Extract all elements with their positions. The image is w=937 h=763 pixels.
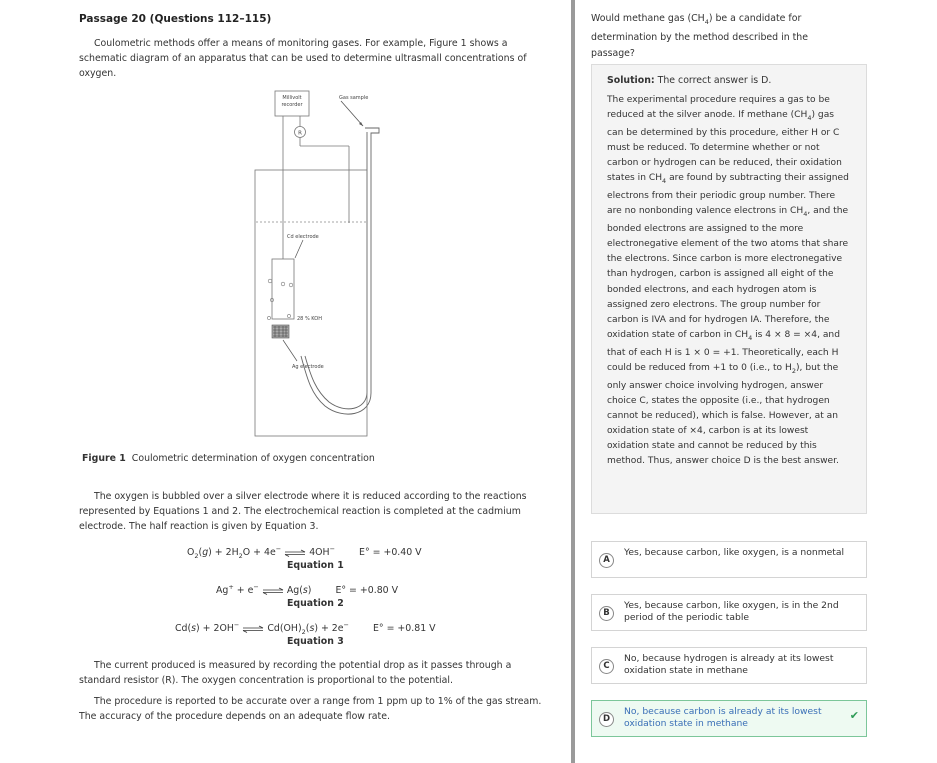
recorder-label-2: recorder — [281, 102, 303, 108]
equation-3: Cd(s) + 2OH− $Cd(OH)_2(s) + 2e^-$ E° = +0.81 V — [175, 621, 436, 636]
gas-sample-label: Gas sample — [339, 95, 369, 101]
cd-electrode-label: Cd electrode — [287, 234, 319, 240]
recorder-label-1: Millivolt — [282, 95, 302, 101]
check-icon: ✔ — [849, 709, 859, 722]
answer-option-b[interactable] — [591, 594, 867, 631]
passage-paragraph-3: The current produced is measured by recording the potential drop as it passes through a standard resistor (R). The oxygen concentration is proportional to the potential. — [79, 660, 512, 687]
answer-text: Yes, because carbon, like oxygen, is in the 2nd period of the periodic table — [624, 600, 839, 623]
answer-text: No, because carbon is already at its lowest oxidation state in methane — [624, 706, 822, 729]
resistor-label: R — [298, 130, 302, 137]
passage-paragraph-2: The oxygen is bubbled over a silver electrode where it is reduced according to the reactions represented by Equations 1 and 2. The electrochemical reaction is completed at the cadmium electrode. The half reaction is given by Equation 3. — [79, 491, 527, 533]
equation-3-label: Equation 3 — [287, 636, 344, 647]
solution-body: The experimental procedure requires a gas to be reduced at the silver anode. If methane $(CH_4)$ gas can be determined by this procedure, either H or C must be reduced. To determine whether or not carbon or hydrogen can be reduced, their oxidation states in $CH_4$ are found by subtracting their assigned electrons from their periodic group number. There are no nonbonding valence electrons in $CH_4$, and the bonded electrons are assigned to the more electronegative element of the two atoms that share the electrons. Since carbon is more electronegative than hydrogen, carbon is assigned all eight of the bonded electrons, and each hydrogen atom is assigned zero electrons. The group number for carbon is IVA and for hydrogen IA. Therefore, the oxidation state of carbon in $CH_4$ is 4 × 8 = ×4, and that of each H is 1 × 0 = +1. Theoretically, each H could be reduced from +1 to 0 (i.e., to $H_2$), but the only answer choice involving hydrogen, answer choice C, states the opposite (i.e., that hydrogen cannot be reduced), which is false. However, at an oxidation state of ×4, carbon is at its lowest oxidation state and cannot be reduced by this method. Thus, answer choice D is the best answer. — [607, 95, 849, 467]
equation-2: Ag+ + e− Ag(s) E° = +0.80 V — [216, 583, 399, 597]
equation-1-label: Equation 1 — [287, 560, 344, 571]
ag-electrode-label: Ag electrode — [292, 364, 324, 370]
answer-option-c[interactable] — [591, 647, 867, 684]
figure-caption: Figure 1 Coulometric determination of oxygen concentration — [82, 453, 375, 464]
answer-text: Yes, because carbon, like oxygen, is a nonmetal — [624, 547, 845, 558]
solution-box — [591, 64, 867, 514]
question-panel — [575, 0, 937, 763]
koh-label: 28 % KOH — [297, 316, 322, 322]
passage-paragraph-4: The procedure is reported to be accurate over a range from 1 ppm up to 1% of the gas stream. The accuracy of the procedure depends on an adequate flow rate. — [79, 696, 542, 723]
apparatus-figure — [253, 88, 383, 438]
answer-option-a[interactable] — [591, 541, 867, 578]
answer-letter: C — [599, 659, 614, 674]
solution-heading: Solution: The correct answer is D. — [607, 75, 772, 86]
question-stem: Would methane gas $(CH_4)$ be a candidate for determination by the method described in the passage? — [591, 13, 809, 59]
answer-letter: A — [599, 553, 614, 568]
answer-letter: D — [599, 712, 614, 727]
answer-letter: B — [599, 606, 614, 621]
cd-electrode — [272, 259, 294, 319]
answer-text: No, because hydrogen is already at its lowest oxidation state in methane — [624, 653, 834, 676]
passage-paragraph-1: Coulometric methods offer a means of monitoring gases. For example, Figure 1 shows a schematic diagram of an apparatus that can be used to determine ultrasmall concentrations of oxygen. — [79, 38, 527, 80]
answer-option-d[interactable] — [591, 700, 867, 737]
passage-title: Passage 20 (Questions 112–115) — [79, 13, 272, 25]
equation-2-label: Equation 2 — [287, 598, 344, 609]
equation-1: $O_2(g) + 2H_2O + 4e^-$ 4OH− E° = +0.40 V — [187, 545, 422, 560]
